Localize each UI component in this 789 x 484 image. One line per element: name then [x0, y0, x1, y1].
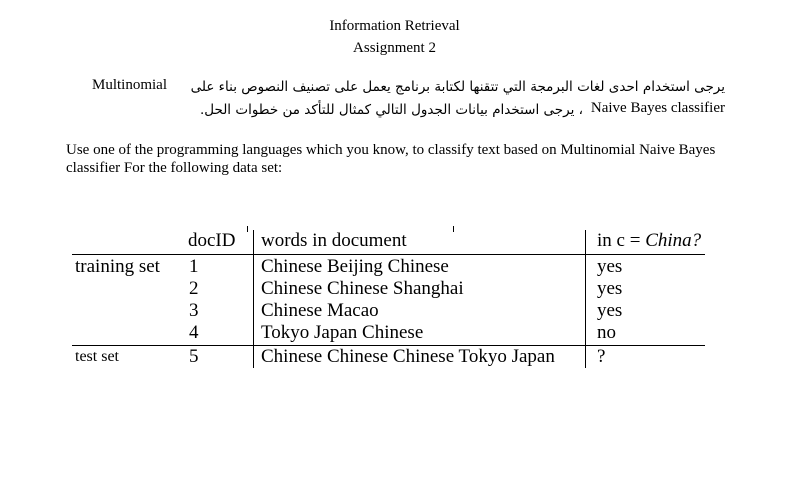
group-label-training: training set	[75, 256, 160, 277]
column-divider-1	[253, 230, 254, 368]
cell-label: yes	[597, 300, 623, 321]
column-divider-2	[585, 230, 586, 368]
english-instructions: Use one of the programming languages which you know, to classify text based on Multinomial Naive Bayes classifier For the following data set:	[66, 142, 716, 176]
cell-label: yes	[597, 278, 623, 299]
cell-label: yes	[597, 256, 623, 277]
header-rule	[72, 254, 705, 255]
cell-label: no	[597, 322, 616, 343]
header-label-italic: China?	[645, 230, 702, 251]
arabic-line2-text: ، يرجى استخدام بيانات الجدول التالي كمثال للتأكد من خطوات الحل.	[199, 102, 583, 118]
group-label-test: test set	[75, 348, 119, 365]
cell-words: Chinese Beijing Chinese	[261, 256, 449, 277]
document-title: Information Retrieval	[329, 18, 460, 34]
arabic-line1-text: يرجى استخدام احدى لغات البرمجة التي تتقنها لكتابة برنامج يعمل على تصنيف النصوص بناء على	[190, 79, 725, 95]
header-docid: docID	[188, 230, 236, 251]
document-subtitle: Assignment 2	[353, 40, 436, 56]
arabic-line1-latin: Multinomial	[92, 77, 167, 93]
header-label-prefix: in c =	[597, 230, 646, 251]
cell-label: ?	[597, 346, 606, 367]
cell-words: Tokyo Japan Chinese	[261, 322, 424, 343]
cell-docid: 5	[189, 346, 199, 367]
header-words: words in document	[261, 230, 407, 251]
cell-docid: 1	[189, 256, 199, 277]
cell-words: Chinese Macao	[261, 300, 379, 321]
header-tick-left	[247, 226, 248, 232]
header-tick-right	[453, 226, 454, 232]
header-label	[597, 230, 701, 252]
cell-docid: 3	[189, 300, 199, 321]
cell-docid: 4	[189, 322, 199, 343]
cell-words: Chinese Chinese Chinese Tokyo Japan	[261, 346, 555, 367]
arabic-line2-latin: Naive Bayes classifier	[590, 100, 725, 116]
cell-docid: 2	[189, 278, 199, 299]
cell-words: Chinese Chinese Shanghai	[261, 278, 464, 299]
